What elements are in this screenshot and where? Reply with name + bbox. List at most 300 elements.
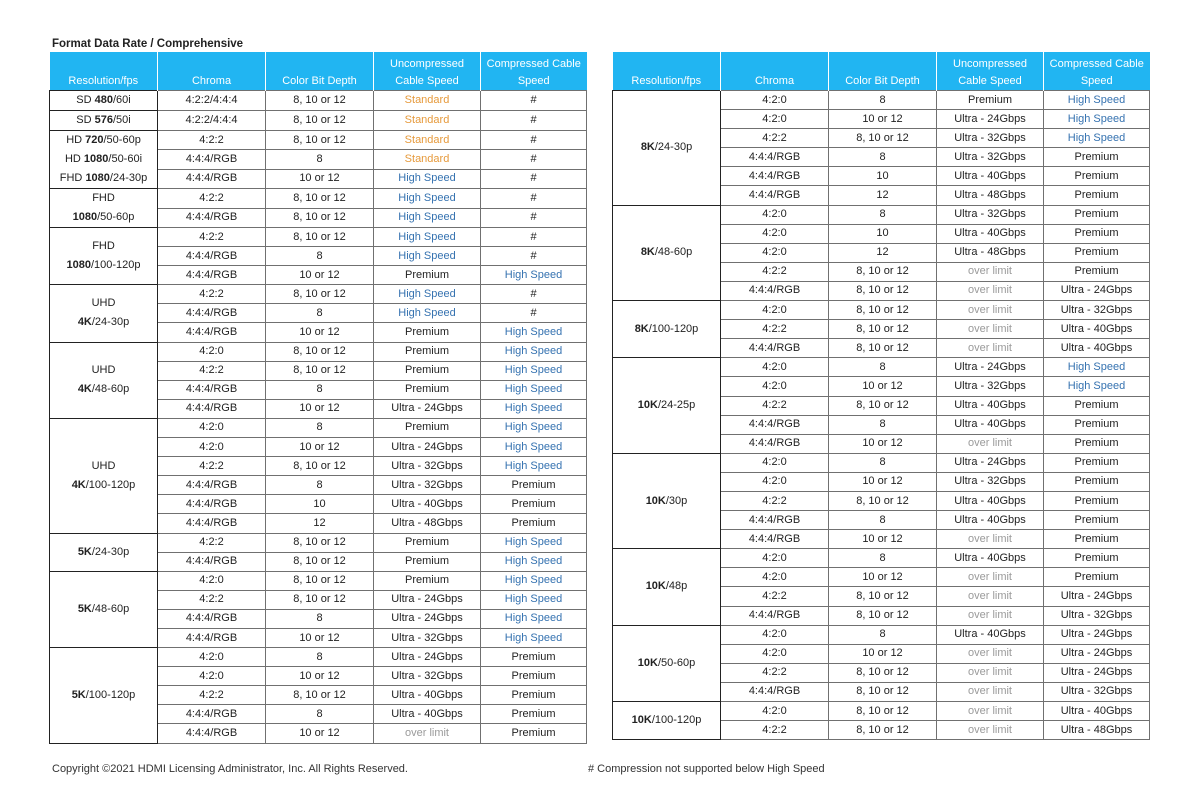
table-row xyxy=(50,91,587,111)
cell-color-bit-depth: 8, 10 or 12 xyxy=(266,590,374,609)
header-color-bit-depth: Color Bit Depth xyxy=(829,52,937,91)
cell-color-bit-depth: 8, 10 or 12 xyxy=(266,228,374,247)
cell-color-bit-depth: 10 or 12 xyxy=(829,110,937,129)
cell-chroma: 4:2:2 xyxy=(721,491,829,510)
cell-color-bit-depth: 8 xyxy=(266,247,374,266)
cell-compressed-speed: Premium xyxy=(481,648,587,667)
cell-color-bit-depth: 10 or 12 xyxy=(266,667,374,686)
copyright-notice: Copyright ©2021 HDMI Licensing Administrator, Inc. All Rights Reserved. xyxy=(52,763,408,775)
cell-compressed-speed: Premium xyxy=(1044,434,1150,453)
cell-uncompressed-speed: over limit xyxy=(937,682,1044,701)
cell-color-bit-depth: 8 xyxy=(266,150,374,169)
page-title: Format Data Rate / Comprehensive xyxy=(52,38,244,50)
cell-color-bit-depth: 10 or 12 xyxy=(266,266,374,285)
cell-compressed-speed: High Speed xyxy=(481,342,587,361)
cell-chroma: 4:2:0 xyxy=(158,667,266,686)
header-uncompressed-speed: Uncompressed Cable Speed xyxy=(937,52,1044,91)
cell-color-bit-depth: 10 xyxy=(829,167,937,186)
table-body-right xyxy=(613,91,1150,740)
table-row xyxy=(613,358,1150,377)
cell-chroma: 4:4:4/RGB xyxy=(158,150,266,169)
cell-uncompressed-speed: Ultra - 32Gbps xyxy=(937,129,1044,148)
cell-resolution: 8K/24-30p xyxy=(613,91,721,206)
cell-uncompressed-speed: Ultra - 32Gbps xyxy=(937,377,1044,396)
cell-resolution: 10K/100-120p xyxy=(613,702,721,740)
cell-compressed-speed: High Speed xyxy=(481,552,587,571)
cell-uncompressed-speed: High Speed xyxy=(374,189,481,209)
cell-chroma: 4:4:4/RGB xyxy=(721,682,829,701)
cell-compressed-speed: High Speed xyxy=(481,628,587,647)
cell-uncompressed-speed: Ultra - 32Gbps xyxy=(374,628,481,647)
cell-color-bit-depth: 10 xyxy=(266,495,374,514)
cell-chroma: 4:2:2 xyxy=(158,189,266,209)
cell-color-bit-depth: 10 or 12 xyxy=(829,568,937,587)
cell-uncompressed-speed: over limit xyxy=(937,606,1044,625)
cell-compressed-speed: Ultra - 24Gbps xyxy=(1044,644,1150,663)
cell-uncompressed-speed: Premium xyxy=(374,552,481,571)
cell-compressed-speed: Premium xyxy=(481,495,587,514)
cell-color-bit-depth: 8, 10 or 12 xyxy=(266,131,374,150)
cell-chroma: 4:4:4/RGB xyxy=(721,606,829,625)
cell-color-bit-depth: 10 or 12 xyxy=(829,377,937,396)
cell-compressed-speed: Ultra - 24Gbps xyxy=(1044,625,1150,644)
cell-color-bit-depth: 8, 10 or 12 xyxy=(266,285,374,304)
cell-uncompressed-speed: over limit xyxy=(937,702,1044,721)
cell-resolution: 10K/24-25p xyxy=(613,358,721,453)
table-header-row xyxy=(50,52,587,91)
cell-compressed-speed: High Speed xyxy=(481,323,587,342)
cell-chroma: 4:2:0 xyxy=(158,438,266,457)
cell-chroma: 4:4:4/RGB xyxy=(721,339,829,358)
cell-chroma: 4:2:2 xyxy=(721,320,829,339)
cell-uncompressed-speed: Ultra - 24Gbps xyxy=(937,358,1044,377)
cell-color-bit-depth: 8 xyxy=(266,380,374,399)
cell-compressed-speed: High Speed xyxy=(481,380,587,399)
cell-uncompressed-speed: Premium xyxy=(937,91,1044,110)
cell-color-bit-depth: 8 xyxy=(829,625,937,644)
table-header-row xyxy=(613,52,1150,91)
cell-uncompressed-speed: Ultra - 40Gbps xyxy=(937,491,1044,510)
cell-color-bit-depth: 8, 10 or 12 xyxy=(266,533,374,552)
cell-chroma: 4:2:2 xyxy=(721,396,829,415)
cell-compressed-speed: Ultra - 32Gbps xyxy=(1044,682,1150,701)
cell-compressed-speed: High Speed xyxy=(481,361,587,380)
cell-color-bit-depth: 8, 10 or 12 xyxy=(266,361,374,380)
cell-uncompressed-speed: Ultra - 24Gbps xyxy=(374,648,481,667)
cell-uncompressed-speed: over limit xyxy=(937,721,1044,740)
cell-uncompressed-speed: Ultra - 40Gbps xyxy=(374,705,481,724)
cell-color-bit-depth: 8, 10 or 12 xyxy=(829,606,937,625)
cell-uncompressed-speed: over limit xyxy=(937,663,1044,682)
cell-uncompressed-speed: over limit xyxy=(937,339,1044,358)
cell-resolution: SD 480/60i xyxy=(50,91,158,111)
data-rate-table-left xyxy=(49,52,587,744)
cell-chroma: 4:2:2 xyxy=(158,361,266,380)
cell-chroma: 4:2:0 xyxy=(721,702,829,721)
cell-color-bit-depth: 8 xyxy=(829,91,937,110)
cell-uncompressed-speed: over limit xyxy=(937,320,1044,339)
cell-uncompressed-speed: over limit xyxy=(937,644,1044,663)
cell-uncompressed-speed: Ultra - 40Gbps xyxy=(937,167,1044,186)
cell-compressed-speed: Premium xyxy=(1044,453,1150,472)
cell-uncompressed-speed: Ultra - 32Gbps xyxy=(937,472,1044,491)
cell-uncompressed-speed: Ultra - 40Gbps xyxy=(937,511,1044,530)
cell-uncompressed-speed: High Speed xyxy=(374,304,481,323)
cell-compressed-speed: Premium xyxy=(1044,511,1150,530)
cell-compressed-speed: High Speed xyxy=(1044,129,1150,148)
cell-resolution: FHD 1080/50-60p xyxy=(50,189,158,228)
cell-uncompressed-speed: High Speed xyxy=(374,228,481,247)
cell-resolution: 5K/48-60p xyxy=(50,571,158,647)
table-row xyxy=(613,301,1150,320)
cell-color-bit-depth: 8 xyxy=(266,304,374,323)
cell-color-bit-depth: 10 or 12 xyxy=(266,438,374,457)
cell-uncompressed-speed: Standard xyxy=(374,131,481,150)
cell-uncompressed-speed: Ultra - 32Gbps xyxy=(374,667,481,686)
cell-chroma: 4:4:4/RGB xyxy=(158,266,266,285)
cell-compressed-speed: Ultra - 40Gbps xyxy=(1044,320,1150,339)
cell-chroma: 4:4:4/RGB xyxy=(721,281,829,300)
cell-resolution: 10K/50-60p xyxy=(613,625,721,701)
cell-compressed-speed: Premium xyxy=(1044,205,1150,224)
cell-color-bit-depth: 8, 10 or 12 xyxy=(829,320,937,339)
cell-chroma: 4:2:2 xyxy=(158,590,266,609)
header-color-bit-depth: Color Bit Depth xyxy=(266,52,374,91)
cell-uncompressed-speed: High Speed xyxy=(374,208,481,228)
cell-compressed-speed: High Speed xyxy=(1044,358,1150,377)
cell-color-bit-depth: 8 xyxy=(829,415,937,434)
cell-uncompressed-speed: Premium xyxy=(374,323,481,342)
cell-uncompressed-speed: Ultra - 40Gbps xyxy=(937,396,1044,415)
cell-chroma: 4:4:4/RGB xyxy=(721,511,829,530)
cell-uncompressed-speed: Ultra - 48Gbps xyxy=(937,186,1044,205)
cell-compressed-speed: Premium xyxy=(481,514,587,533)
header-resolution: Resolution/fps xyxy=(50,52,158,91)
table-row xyxy=(50,418,587,437)
cell-chroma: 4:4:4/RGB xyxy=(158,609,266,628)
cell-chroma: 4:2:0 xyxy=(158,342,266,361)
cell-color-bit-depth: 8 xyxy=(266,418,374,437)
cell-color-bit-depth: 8, 10 or 12 xyxy=(266,91,374,111)
cell-chroma: 4:2:2 xyxy=(721,721,829,740)
cell-compressed-speed: Premium xyxy=(1044,243,1150,262)
header-compressed-speed: Compressed Cable Speed xyxy=(1044,52,1150,91)
cell-chroma: 4:2:0 xyxy=(721,224,829,243)
cell-color-bit-depth: 8, 10 or 12 xyxy=(829,663,937,682)
cell-compressed-speed: Ultra - 32Gbps xyxy=(1044,606,1150,625)
table-row xyxy=(50,648,587,667)
cell-chroma: 4:4:4/RGB xyxy=(158,380,266,399)
cell-compressed-speed: # xyxy=(481,228,587,247)
cell-compressed-speed: Premium xyxy=(481,724,587,743)
cell-chroma: 4:4:4/RGB xyxy=(158,705,266,724)
cell-color-bit-depth: 8, 10 or 12 xyxy=(829,281,937,300)
cell-color-bit-depth: 8, 10 or 12 xyxy=(829,702,937,721)
cell-color-bit-depth: 10 or 12 xyxy=(829,644,937,663)
cell-resolution: 8K/100-120p xyxy=(613,301,721,358)
cell-chroma: 4:2:0 xyxy=(721,358,829,377)
cell-color-bit-depth: 8, 10 or 12 xyxy=(829,301,937,320)
cell-color-bit-depth: 8, 10 or 12 xyxy=(829,129,937,148)
table-row xyxy=(50,571,587,590)
cell-color-bit-depth: 10 or 12 xyxy=(829,434,937,453)
cell-compressed-speed: Premium xyxy=(1044,472,1150,491)
cell-compressed-speed: High Speed xyxy=(481,590,587,609)
cell-color-bit-depth: 8 xyxy=(829,511,937,530)
cell-uncompressed-speed: Premium xyxy=(374,571,481,590)
cell-resolution: 8K/48-60p xyxy=(613,205,721,300)
cell-compressed-speed: Premium xyxy=(1044,167,1150,186)
cell-uncompressed-speed: Premium xyxy=(374,533,481,552)
cell-chroma: 4:4:4/RGB xyxy=(158,169,266,188)
cell-uncompressed-speed: Ultra - 40Gbps xyxy=(937,549,1044,568)
cell-uncompressed-speed: Premium xyxy=(374,418,481,437)
cell-chroma: 4:2:2 xyxy=(721,663,829,682)
cell-color-bit-depth: 8, 10 or 12 xyxy=(829,491,937,510)
cell-chroma: 4:4:4/RGB xyxy=(158,628,266,647)
cell-compressed-speed: Ultra - 24Gbps xyxy=(1044,587,1150,606)
cell-compressed-speed: # xyxy=(481,169,587,188)
cell-uncompressed-speed: Ultra - 48Gbps xyxy=(374,514,481,533)
cell-compressed-speed: Premium xyxy=(1044,491,1150,510)
cell-color-bit-depth: 10 or 12 xyxy=(266,399,374,418)
cell-compressed-speed: Ultra - 48Gbps xyxy=(1044,721,1150,740)
table-row xyxy=(613,205,1150,224)
cell-compressed-speed: High Speed xyxy=(481,399,587,418)
cell-chroma: 4:2:0 xyxy=(721,205,829,224)
cell-compressed-speed: High Speed xyxy=(1044,110,1150,129)
cell-compressed-speed: Ultra - 24Gbps xyxy=(1044,281,1150,300)
cell-uncompressed-speed: Standard xyxy=(374,150,481,169)
header-resolution: Resolution/fps xyxy=(613,52,721,91)
cell-color-bit-depth: 8, 10 or 12 xyxy=(266,189,374,209)
cell-color-bit-depth: 10 or 12 xyxy=(829,472,937,491)
cell-chroma: 4:2:2 xyxy=(158,686,266,705)
cell-color-bit-depth: 8 xyxy=(266,705,374,724)
cell-uncompressed-speed: Ultra - 40Gbps xyxy=(374,686,481,705)
cell-chroma: 4:2:0 xyxy=(158,648,266,667)
cell-color-bit-depth: 8, 10 or 12 xyxy=(266,457,374,476)
cell-compressed-speed: High Speed xyxy=(481,418,587,437)
cell-uncompressed-speed: over limit xyxy=(937,568,1044,587)
cell-chroma: 4:2:0 xyxy=(721,243,829,262)
cell-chroma: 4:2:0 xyxy=(721,301,829,320)
cell-compressed-speed: # xyxy=(481,91,587,111)
cell-color-bit-depth: 12 xyxy=(829,243,937,262)
cell-chroma: 4:2:2 xyxy=(158,131,266,150)
cell-compressed-speed: High Speed xyxy=(1044,91,1150,110)
cell-chroma: 4:2:0 xyxy=(721,453,829,472)
cell-chroma: 4:2:2 xyxy=(158,457,266,476)
compression-footnote: # Compression not supported below High Speed xyxy=(588,763,825,775)
cell-compressed-speed: Ultra - 32Gbps xyxy=(1044,301,1150,320)
cell-uncompressed-speed: Ultra - 24Gbps xyxy=(937,453,1044,472)
table-row xyxy=(613,453,1150,472)
cell-chroma: 4:2:2 xyxy=(721,129,829,148)
cell-compressed-speed: Premium xyxy=(1044,415,1150,434)
cell-compressed-speed: Premium xyxy=(1044,396,1150,415)
cell-chroma: 4:4:4/RGB xyxy=(721,167,829,186)
cell-chroma: 4:4:4/RGB xyxy=(158,514,266,533)
cell-uncompressed-speed: Ultra - 24Gbps xyxy=(374,609,481,628)
cell-uncompressed-speed: Ultra - 32Gbps xyxy=(374,476,481,495)
cell-chroma: 4:2:2 xyxy=(158,533,266,552)
cell-chroma: 4:4:4/RGB xyxy=(158,304,266,323)
table-body-left xyxy=(50,91,587,744)
cell-uncompressed-speed: Ultra - 40Gbps xyxy=(937,625,1044,644)
cell-color-bit-depth: 12 xyxy=(266,514,374,533)
cell-color-bit-depth: 8, 10 or 12 xyxy=(829,396,937,415)
cell-uncompressed-speed: over limit xyxy=(374,724,481,743)
cell-uncompressed-speed: Ultra - 32Gbps xyxy=(937,148,1044,167)
cell-compressed-speed: Premium xyxy=(481,705,587,724)
cell-chroma: 4:4:4/RGB xyxy=(158,495,266,514)
cell-uncompressed-speed: Standard xyxy=(374,111,481,131)
cell-uncompressed-speed: Ultra - 24Gbps xyxy=(937,110,1044,129)
cell-resolution: HD 720/50-60p HD 1080/50-60i FHD 1080/24-30p xyxy=(50,131,158,189)
cell-compressed-speed: Premium xyxy=(1044,568,1150,587)
cell-uncompressed-speed: Premium xyxy=(374,361,481,380)
cell-compressed-speed: Premium xyxy=(1044,224,1150,243)
cell-color-bit-depth: 10 or 12 xyxy=(266,169,374,188)
cell-compressed-speed: Premium xyxy=(1044,262,1150,281)
cell-resolution: 5K/100-120p xyxy=(50,648,158,743)
cell-compressed-speed: Ultra - 24Gbps xyxy=(1044,663,1150,682)
cell-chroma: 4:2:0 xyxy=(721,549,829,568)
cell-chroma: 4:2:0 xyxy=(721,377,829,396)
cell-compressed-speed: High Speed xyxy=(481,533,587,552)
cell-chroma: 4:4:4/RGB xyxy=(721,186,829,205)
cell-compressed-speed: Ultra - 40Gbps xyxy=(1044,702,1150,721)
cell-color-bit-depth: 8 xyxy=(266,609,374,628)
cell-chroma: 4:2:2 xyxy=(158,285,266,304)
cell-color-bit-depth: 8 xyxy=(829,549,937,568)
cell-chroma: 4:2:0 xyxy=(721,91,829,110)
cell-chroma: 4:4:4/RGB xyxy=(158,399,266,418)
cell-color-bit-depth: 8, 10 or 12 xyxy=(829,682,937,701)
cell-chroma: 4:4:4/RGB xyxy=(158,323,266,342)
header-compressed-speed: Compressed Cable Speed xyxy=(481,52,587,91)
cell-compressed-speed: # xyxy=(481,247,587,266)
table-row xyxy=(50,285,587,304)
cell-compressed-speed: High Speed xyxy=(481,571,587,590)
cell-chroma: 4:2:2/4:4:4 xyxy=(158,111,266,131)
cell-uncompressed-speed: Standard xyxy=(374,91,481,111)
cell-color-bit-depth: 12 xyxy=(829,186,937,205)
cell-chroma: 4:2:0 xyxy=(721,644,829,663)
cell-uncompressed-speed: Ultra - 24Gbps xyxy=(374,399,481,418)
cell-compressed-speed: High Speed xyxy=(481,609,587,628)
table-row xyxy=(613,625,1150,644)
cell-chroma: 4:4:4/RGB xyxy=(158,208,266,228)
cell-uncompressed-speed: High Speed xyxy=(374,285,481,304)
cell-uncompressed-speed: over limit xyxy=(937,587,1044,606)
cell-uncompressed-speed: Premium xyxy=(374,266,481,285)
table-row xyxy=(613,91,1150,110)
cell-color-bit-depth: 8 xyxy=(829,358,937,377)
cell-compressed-speed: Premium xyxy=(481,476,587,495)
cell-compressed-speed: # xyxy=(481,208,587,228)
cell-chroma: 4:4:4/RGB xyxy=(721,148,829,167)
cell-uncompressed-speed: Ultra - 40Gbps xyxy=(374,495,481,514)
cell-resolution: UHD 4K/48-60p xyxy=(50,342,158,418)
table-row xyxy=(50,342,587,361)
cell-compressed-speed: Premium xyxy=(1044,148,1150,167)
cell-uncompressed-speed: Premium xyxy=(374,380,481,399)
cell-uncompressed-speed: High Speed xyxy=(374,169,481,188)
cell-chroma: 4:2:2 xyxy=(721,262,829,281)
cell-uncompressed-speed: Ultra - 48Gbps xyxy=(937,243,1044,262)
cell-compressed-speed: Premium xyxy=(481,686,587,705)
cell-compressed-speed: # xyxy=(481,285,587,304)
cell-resolution: 5K/24-30p xyxy=(50,533,158,571)
cell-color-bit-depth: 10 or 12 xyxy=(266,628,374,647)
cell-chroma: 4:2:0 xyxy=(158,418,266,437)
cell-chroma: 4:4:4/RGB xyxy=(158,724,266,743)
cell-color-bit-depth: 8, 10 or 12 xyxy=(829,339,937,358)
cell-compressed-speed: Ultra - 40Gbps xyxy=(1044,339,1150,358)
cell-uncompressed-speed: over limit xyxy=(937,434,1044,453)
cell-color-bit-depth: 8, 10 or 12 xyxy=(266,571,374,590)
cell-compressed-speed: High Speed xyxy=(1044,377,1150,396)
cell-compressed-speed: High Speed xyxy=(481,438,587,457)
cell-color-bit-depth: 8 xyxy=(266,476,374,495)
cell-uncompressed-speed: Ultra - 24Gbps xyxy=(374,438,481,457)
cell-color-bit-depth: 8 xyxy=(829,453,937,472)
cell-color-bit-depth: 8, 10 or 12 xyxy=(829,587,937,606)
cell-chroma: 4:4:4/RGB xyxy=(721,434,829,453)
cell-chroma: 4:2:0 xyxy=(158,571,266,590)
cell-uncompressed-speed: Ultra - 24Gbps xyxy=(374,590,481,609)
cell-resolution: UHD 4K/100-120p xyxy=(50,418,158,533)
cell-color-bit-depth: 10 or 12 xyxy=(266,724,374,743)
cell-chroma: 4:2:0 xyxy=(721,625,829,644)
table-row xyxy=(50,189,587,209)
cell-resolution: SD 576/50i xyxy=(50,111,158,131)
data-rate-table-right xyxy=(612,52,1150,740)
cell-compressed-speed: Premium xyxy=(1044,549,1150,568)
cell-chroma: 4:4:4/RGB xyxy=(158,552,266,571)
cell-resolution: FHD 1080/100-120p xyxy=(50,228,158,285)
cell-color-bit-depth: 8, 10 or 12 xyxy=(266,208,374,228)
cell-uncompressed-speed: Ultra - 32Gbps xyxy=(937,205,1044,224)
cell-compressed-speed: # xyxy=(481,304,587,323)
table-row xyxy=(50,131,587,150)
cell-chroma: 4:4:4/RGB xyxy=(721,415,829,434)
cell-color-bit-depth: 8, 10 or 12 xyxy=(266,552,374,571)
cell-uncompressed-speed: Ultra - 40Gbps xyxy=(937,224,1044,243)
cell-uncompressed-speed: High Speed xyxy=(374,247,481,266)
cell-compressed-speed: High Speed xyxy=(481,266,587,285)
cell-uncompressed-speed: over limit xyxy=(937,530,1044,549)
cell-chroma: 4:2:0 xyxy=(721,568,829,587)
cell-color-bit-depth: 8 xyxy=(829,148,937,167)
cell-resolution: UHD 4K/24-30p xyxy=(50,285,158,342)
cell-compressed-speed: Premium xyxy=(481,667,587,686)
cell-compressed-speed: Premium xyxy=(1044,530,1150,549)
cell-color-bit-depth: 8, 10 or 12 xyxy=(829,721,937,740)
cell-chroma: 4:4:4/RGB xyxy=(158,476,266,495)
cell-color-bit-depth: 8, 10 or 12 xyxy=(266,111,374,131)
cell-uncompressed-speed: Ultra - 40Gbps xyxy=(937,415,1044,434)
cell-chroma: 4:2:2 xyxy=(721,587,829,606)
table-row xyxy=(50,533,587,552)
table-row xyxy=(613,702,1150,721)
cell-compressed-speed: # xyxy=(481,131,587,150)
cell-uncompressed-speed: Ultra - 32Gbps xyxy=(374,457,481,476)
table-row xyxy=(50,111,587,131)
cell-uncompressed-speed: over limit xyxy=(937,301,1044,320)
